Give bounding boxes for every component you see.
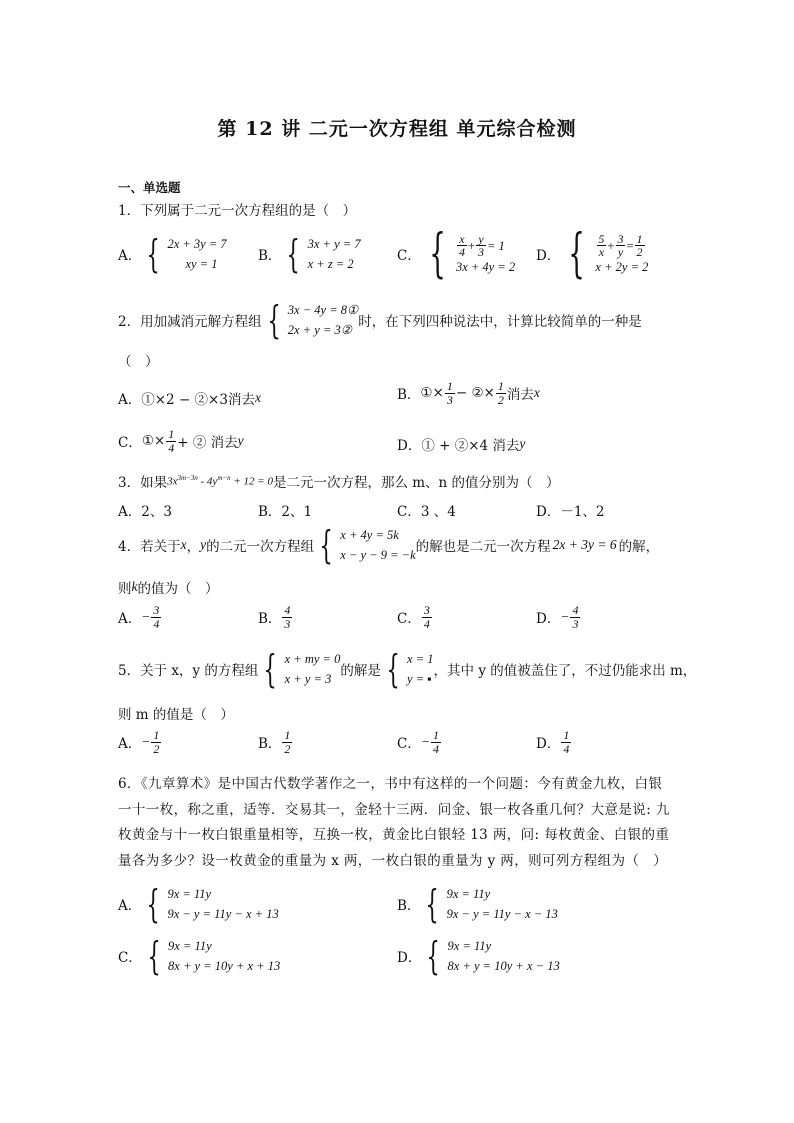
q2-option-b[interactable]: B． ①× $\frac{1}{3}$ − ②× $\frac{1}{2}$ 消去 x [397,379,540,407]
equation: $\frac{5}{x}$ + $\frac{3}{y}$ = $\frac{1}{2}$ [598,231,643,260]
brace-icon: { [426,934,441,978]
q5-option-b[interactable]: B． $\frac{1}{2}$ [258,728,291,756]
equation: x + 4y = 5k [340,528,399,542]
stem-text: 5．关于 x，y 的方程组 [118,663,259,679]
variable: x [254,390,261,405]
equation: 2x + y = 3② [287,323,352,337]
q1-option-c[interactable] [397,224,516,284]
equation: x = 1 [407,652,434,666]
q1-option-c-system [421,224,516,284]
brace-icon: { [146,882,160,926]
option-label: B． [397,387,421,404]
brace-icon: { [568,224,586,284]
q4-option-c[interactable]: C． $\frac{3}{4}$ [397,603,430,631]
page-title: 第 12 讲 二元一次方程组 单元综合检测 [217,118,577,140]
option-text: − ②× [455,385,495,402]
brace-icon: { [386,647,400,691]
question-1-stem: 1．下列属于二元一次方程组的是（ ） [118,203,357,219]
stem-text: 是二元一次方程，那么 m、n 的值分别为（ ） [272,475,560,491]
brace-icon: { [319,523,333,567]
stem-text: 时，在下列四种说法中，计算比较简单的一种是 [358,314,642,330]
equation: y = ▪ [407,672,432,686]
q6-option-c[interactable] [118,936,280,976]
question-2-stem [118,300,642,340]
equation: x + 2y = 2 [595,259,649,274]
q2-option-d[interactable] [397,434,525,454]
stem-text: 4．若关于 [118,539,181,555]
option-text: 消去 [506,387,534,404]
option-label: C． [118,950,142,966]
section-heading-single-choice: 一、单选题 [118,180,181,195]
equation: 9x − y = 11y − x − 13 [446,907,558,921]
q2-system [262,300,359,340]
equation: 9x = 11y [446,887,491,901]
q4-system [314,525,416,565]
q1-option-a[interactable] [118,234,227,274]
q2-option-a[interactable] [118,388,261,408]
equation: x + my = 0 [284,652,341,666]
q4-option-b[interactable]: B． $\frac{4}{3}$ [258,603,291,631]
brace-icon: { [267,298,281,342]
stem-text: 的解是 [340,663,381,679]
equation: 3x − 4y = 8① [287,303,359,317]
question-5-line2: 则 m 的值是（ ） [118,707,234,723]
q6-option-d[interactable] [397,936,560,976]
option-text: ①× [420,385,444,402]
equation: 9x = 11y [447,939,492,953]
stem-text: ，其中 y 的值被盖住了，不过仍能求出 m， [433,663,697,679]
q5-option-c[interactable]: C． − $\frac{1}{4}$ [397,728,439,756]
q2-option-c[interactable]: C． ①× $\frac{1}{4}$ + ② 消去 y [118,427,244,455]
q1-option-d-system [560,224,649,284]
equation: 9x − y = 11y − x + 13 [167,907,279,921]
option-label: A． [118,898,142,914]
equation: 9x = 11y [168,939,212,953]
stem-text: 则 [118,581,132,597]
q1-option-d[interactable] [536,224,649,284]
stem-text: 3．如果 [118,475,168,491]
stem-text: 的二元一次方程组 [206,539,315,555]
q4-option-d[interactable]: D． − $\frac{4}{3}$ [536,603,579,631]
stem-line: 6．《九章算术》是中国古代数学著作之一，书中有这样的一个问题：今有黄金九枚，白银 [118,776,663,792]
q4-option-a[interactable]: A． − $\frac{3}{4}$ [118,603,160,631]
stem-text: 的值为（ ） [137,581,219,597]
equation: 2x + 3y = 7 [167,237,227,251]
q3-option-a[interactable]: A．2、3 [118,504,172,520]
brace-icon: { [147,934,161,978]
equation: 2x + 3y = 6 [552,537,617,552]
variable: k [131,579,138,594]
equation: 8x + y = 10y + x + 13 [168,959,281,973]
q5-option-d[interactable]: D． $\frac{1}{4}$ [536,728,570,756]
question-4-line2 [118,577,219,597]
equation: 3x + y = 7 [307,237,361,251]
stem-text: 2．用加减消元解方程组 [118,314,262,330]
q6-option-a[interactable] [118,884,279,924]
q1-option-c-label: C． [397,248,421,264]
q5-option-a[interactable]: A． − $\frac{1}{2}$ [118,728,160,756]
brace-icon: { [286,232,301,276]
stem-line: 一十一枚，称之重，适等．交易其一，金轻十三两．问金、银一枚各重几何？大意是说: 九 [118,801,670,818]
question-4-stem [118,525,659,565]
question-6-stem [118,772,678,874]
option-label: C． [118,435,142,452]
q1-option-b-label: B． [258,248,282,264]
q5-system [258,649,340,689]
equation: x + z = 2 [307,257,354,271]
option-text: ①×2 − ②×3消去 [141,392,255,408]
equation: x − y − 9 = −k [340,548,416,562]
option-text: ① + ②×4 消去 [421,438,520,454]
equation: 9x = 11y [167,887,212,901]
brace-icon: { [425,882,440,926]
option-text: ①× [141,433,166,450]
brace-icon: { [146,232,160,276]
variable: x [533,385,540,401]
option-label: A． [118,392,142,408]
equation: 8x + y = 10y + x − 13 [447,959,560,973]
stem-line: 枚黄金与十一枚白银重量相等，互换一枚，黄金比白银轻 13 两，问: 每枚黄金、白银的重 [118,827,670,843]
q1-option-d-label: D． [536,248,561,264]
q3-option-c[interactable]: C．3 、4 [397,504,456,520]
variable: x [180,537,187,552]
option-text: + ② 消去 [177,435,238,452]
stem-text: ， [186,539,201,555]
question-5-stem [118,649,696,689]
q1-option-b-system [281,234,360,274]
variable: y [237,433,244,449]
stem-text: 的解， [618,539,660,555]
q1-option-a-label: A． [118,248,142,264]
stem-line: 量各为多少？设一枚黄金的重量为 x 两，一枚白银的重量为 y 两，则可列方程组为（ ） [118,852,668,869]
stem-text: 的解也是二元一次方程 [415,539,551,555]
equation: xy = 1 [185,257,218,271]
question-2-paren: （ ） [118,354,159,370]
option-label: B． [397,898,421,914]
option-label: D． [397,950,422,966]
brace-icon: { [429,224,446,284]
q3-option-d[interactable]: D．－1、2 [536,504,605,520]
equation: x + y = 3 [284,672,332,686]
variable: y [200,537,207,552]
q1-option-a-system [141,234,226,274]
equation: $\frac{x}{4}$ + $\frac{y}{3}$ = 1 [458,231,505,260]
option-label: D． [397,438,422,454]
q5-solution [381,649,434,689]
q3-option-b[interactable]: B．2、1 [258,504,313,520]
q1-option-b[interactable] [258,234,361,274]
equation: 3x + 4y = 2 [455,259,516,274]
question-3-stem: 3．如果 $3x^{3m-3n} - 4y^{m-n} + 12 = 0$ 是二元一次方程，那么 m、n 的值分别为（ ） [118,471,560,491]
variable: y [519,436,526,451]
q6-option-b[interactable] [397,884,558,924]
brace-icon: { [263,647,278,691]
